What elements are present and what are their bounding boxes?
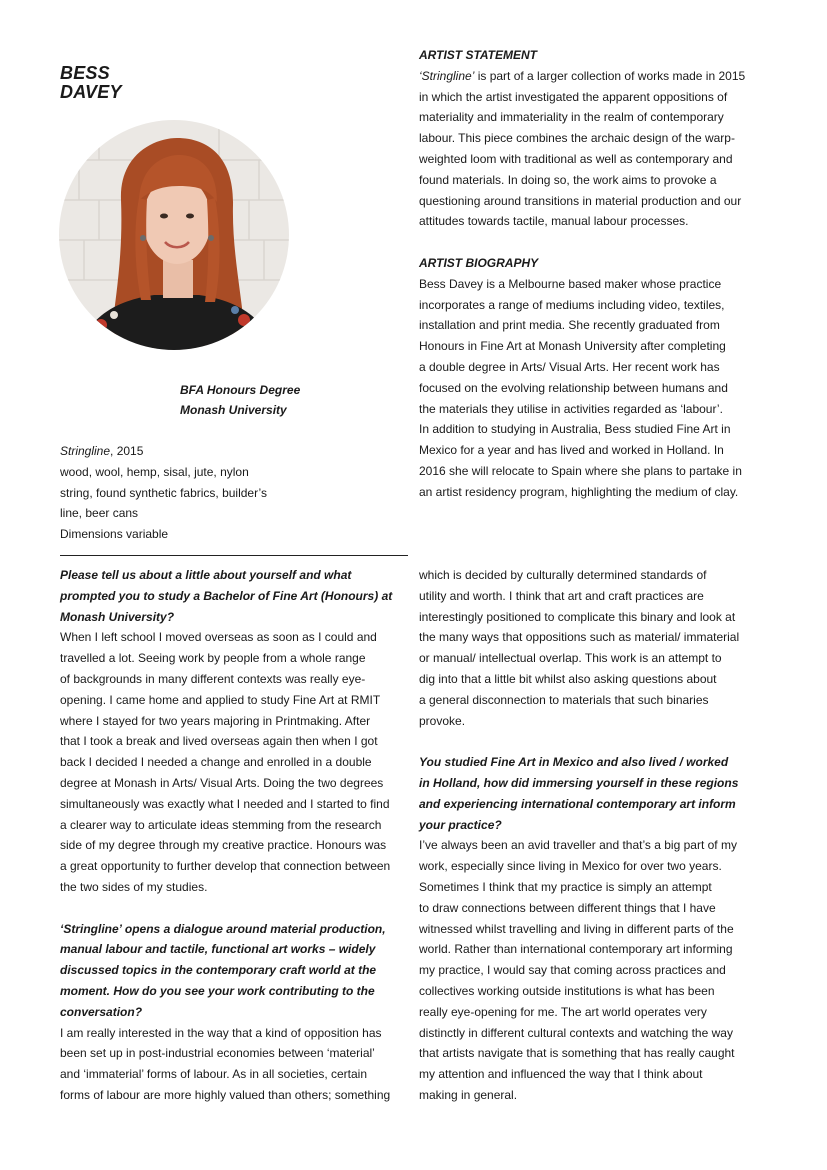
answer-line: dig into that a little bit whilst also asking questions about — [419, 671, 717, 686]
statement-title-ref: ‘Stringline’ — [419, 68, 475, 83]
answer-line: degree at Monash in Arts/ Visual Arts. Doing the two degrees — [60, 775, 384, 790]
biography-line: an artist residency program, highlighting the medium of clay. — [419, 484, 739, 499]
biography-line: incorporates a range of mediums including video, textiles, — [419, 297, 725, 312]
artist-statement-heading: ARTIST STATEMENT — [419, 48, 537, 62]
answer-line: a general disconnection to materials that such binaries — [419, 692, 709, 707]
biography-line: 2016 she will relocate to Spain where she plans to partake in — [419, 463, 742, 478]
biography-line: focused on the evolving relationship between humans and — [419, 380, 728, 395]
work-materials-line: line, beer cans — [60, 506, 139, 521]
answer-line: or manual/ intellectual overlap. This work is an attempt to — [419, 651, 722, 666]
answer-line: simultaneously was exactly what I needed and I started to find — [60, 796, 390, 811]
work-title-line — [60, 441, 310, 462]
biography-line: a double degree in Arts/ Visual Arts. Her recent work has — [419, 359, 720, 374]
question-line: your practice? — [419, 817, 502, 832]
question-line: and experiencing international contemporary art inform — [419, 796, 736, 811]
interview-column-right — [419, 565, 764, 1106]
answer-line: witnessed whilst travelling and living in different parts of the — [419, 921, 734, 936]
work-dimensions: Dimensions variable — [60, 527, 169, 542]
statement-biography-column — [419, 45, 764, 503]
question-line: ‘Stringline’ opens a dialogue around material production, — [60, 921, 386, 936]
answer-line: provoke. — [419, 713, 466, 728]
answer-line: which is decided by culturally determined standards of — [419, 568, 707, 582]
section-divider — [60, 555, 408, 556]
degree-university: Monash University — [180, 403, 287, 417]
answer-line: making in general. — [419, 1087, 518, 1102]
answer-line: I’ve always been an avid traveller and that’s a big part of my — [419, 838, 737, 853]
degree-name: BFA Honours Degree — [180, 383, 301, 397]
answer-line: collectives working outside institutions is what has been — [419, 983, 715, 998]
question-line: prompted you to study a Bachelor of Fine Art (Honours) at — [60, 588, 393, 603]
answer-line: distinctly in different cultural contexts and watching the way — [419, 1025, 733, 1040]
work-materials-line: wood, wool, hemp, sisal, jute, nylon — [60, 464, 249, 479]
question-line: conversation? — [60, 1004, 143, 1019]
biography-line: In addition to studying in Australia, Bess studied Fine Art in — [419, 422, 731, 437]
artist-last-name: DAVEY — [60, 82, 122, 102]
answer-line: that artists navigate that is something that has really caught — [419, 1046, 735, 1061]
interview-column-left — [60, 565, 410, 1106]
question-line: moment. How do you see your work contributing to the — [60, 983, 375, 998]
question-line: You studied Fine Art in Mexico and also lived / worked — [419, 755, 729, 770]
answer-line: work, especially since living in Mexico for over two years. — [419, 859, 722, 874]
answer-line: When I left school I moved overseas as soon as I could and — [60, 630, 377, 645]
statement-line-rest: is part of a larger collection of works made in 2015 — [474, 68, 746, 83]
work-materials-line: string, found synthetic fabrics, builder’s — [60, 485, 267, 500]
artist-portrait — [59, 120, 289, 350]
answer-line: and ‘immaterial’ forms of labour. As in all societies, certain — [60, 1067, 368, 1082]
question-line: in Holland, how did immersing yourself in these regions — [419, 775, 739, 790]
answer-line: my practice, I would say that coming across practices and — [419, 963, 726, 978]
answer-line: a great opportunity to further develop that connection between — [60, 859, 391, 874]
question-line: Monash University? — [60, 609, 175, 624]
answer-line: utility and worth. I think that art and craft practices are — [419, 588, 704, 603]
answer-line: world. Rather than international contemporary art informing — [419, 942, 733, 957]
biography-line: Bess Davey is a Melbourne based maker whose practice — [419, 276, 722, 291]
question-line: manual labour and tactile, functional art works – widely — [60, 942, 376, 957]
biography-line: Honours in Fine Art at Monash University after completing — [419, 339, 726, 354]
answer-line: the two sides of my studies. — [60, 879, 208, 894]
statement-line: attitudes towards tactile, manual labour processes. — [419, 214, 689, 229]
answer-line: side of my degree through my creative practice. Honours was — [60, 838, 387, 853]
statement-line: materiality and immateriality in the realm of contemporary — [419, 110, 724, 125]
statement-line: questioning around transitions in material production and our — [419, 193, 742, 208]
answer-line: forms of labour are more highly valued than others; something — [60, 1087, 391, 1102]
answer-line: where I stayed for two years majoring in Printmaking. After — [60, 713, 371, 728]
answer-line: a clearer way to articulate ideas stemming from the research — [60, 817, 382, 832]
work-title: Stringline — [60, 444, 111, 458]
answer-line: that I took a break and lived overseas again then when I got — [60, 734, 378, 749]
work-year: , 2015 — [110, 444, 144, 458]
answer-line: travelled a lot. Seeing work by people from a whole range — [60, 651, 366, 666]
answer-line: to draw connections between different things that I have — [419, 900, 716, 915]
statement-line: labour. This piece combines the archaic design of the warp- — [419, 131, 735, 146]
statement-line: found materials. In doing so, the work aims to provoke a — [419, 172, 717, 187]
question-line: discussed topics in the contemporary craft world at the — [60, 963, 377, 978]
biography-line: the materials they utilise in activities regarded as ‘labour’. — [419, 401, 723, 416]
work-caption — [60, 441, 310, 545]
statement-line: in which the artist investigated the apparent oppositions of — [419, 89, 728, 104]
answer-line: Sometimes I think that my practice is simply an attempt — [419, 879, 712, 894]
degree-info — [180, 380, 300, 420]
statement-line — [419, 66, 764, 87]
biography-line: Mexico for a year and has lived and worked in Holland. In — [419, 443, 724, 458]
answer-line: back I decided I needed a change and enrolled in a double — [60, 755, 372, 770]
artist-portrait-icon — [59, 120, 289, 350]
statement-line: weighted loom with traditional as well as contemporary and — [419, 151, 733, 166]
answer-line: really eye-opening for me. The art world operates very — [419, 1004, 707, 1019]
answer-line: been set up in post-industrial economies between ‘material’ — [60, 1046, 375, 1061]
artist-name — [60, 64, 122, 102]
answer-line: opening. I came home and applied to study Fine Art at RMIT — [60, 692, 381, 707]
biography-line: installation and print media. She recently graduated from — [419, 318, 720, 333]
answer-line: the many ways that oppositions such as material/ immaterial — [419, 630, 740, 645]
answer-line: interestingly positioned to complicate this binary and look at — [419, 609, 736, 624]
answer-line: my attention and influenced the way that I think about — [419, 1067, 703, 1082]
question-line: Please tell us about a little about yourself and what — [60, 568, 352, 582]
answer-line: of backgrounds in many different contexts was really eye- — [60, 671, 366, 686]
answer-line: I am really interested in the way that a kind of opposition has — [60, 1025, 382, 1040]
artist-first-name: BESS — [60, 63, 110, 83]
artist-biography-heading: ARTIST BIOGRAPHY — [419, 255, 539, 270]
